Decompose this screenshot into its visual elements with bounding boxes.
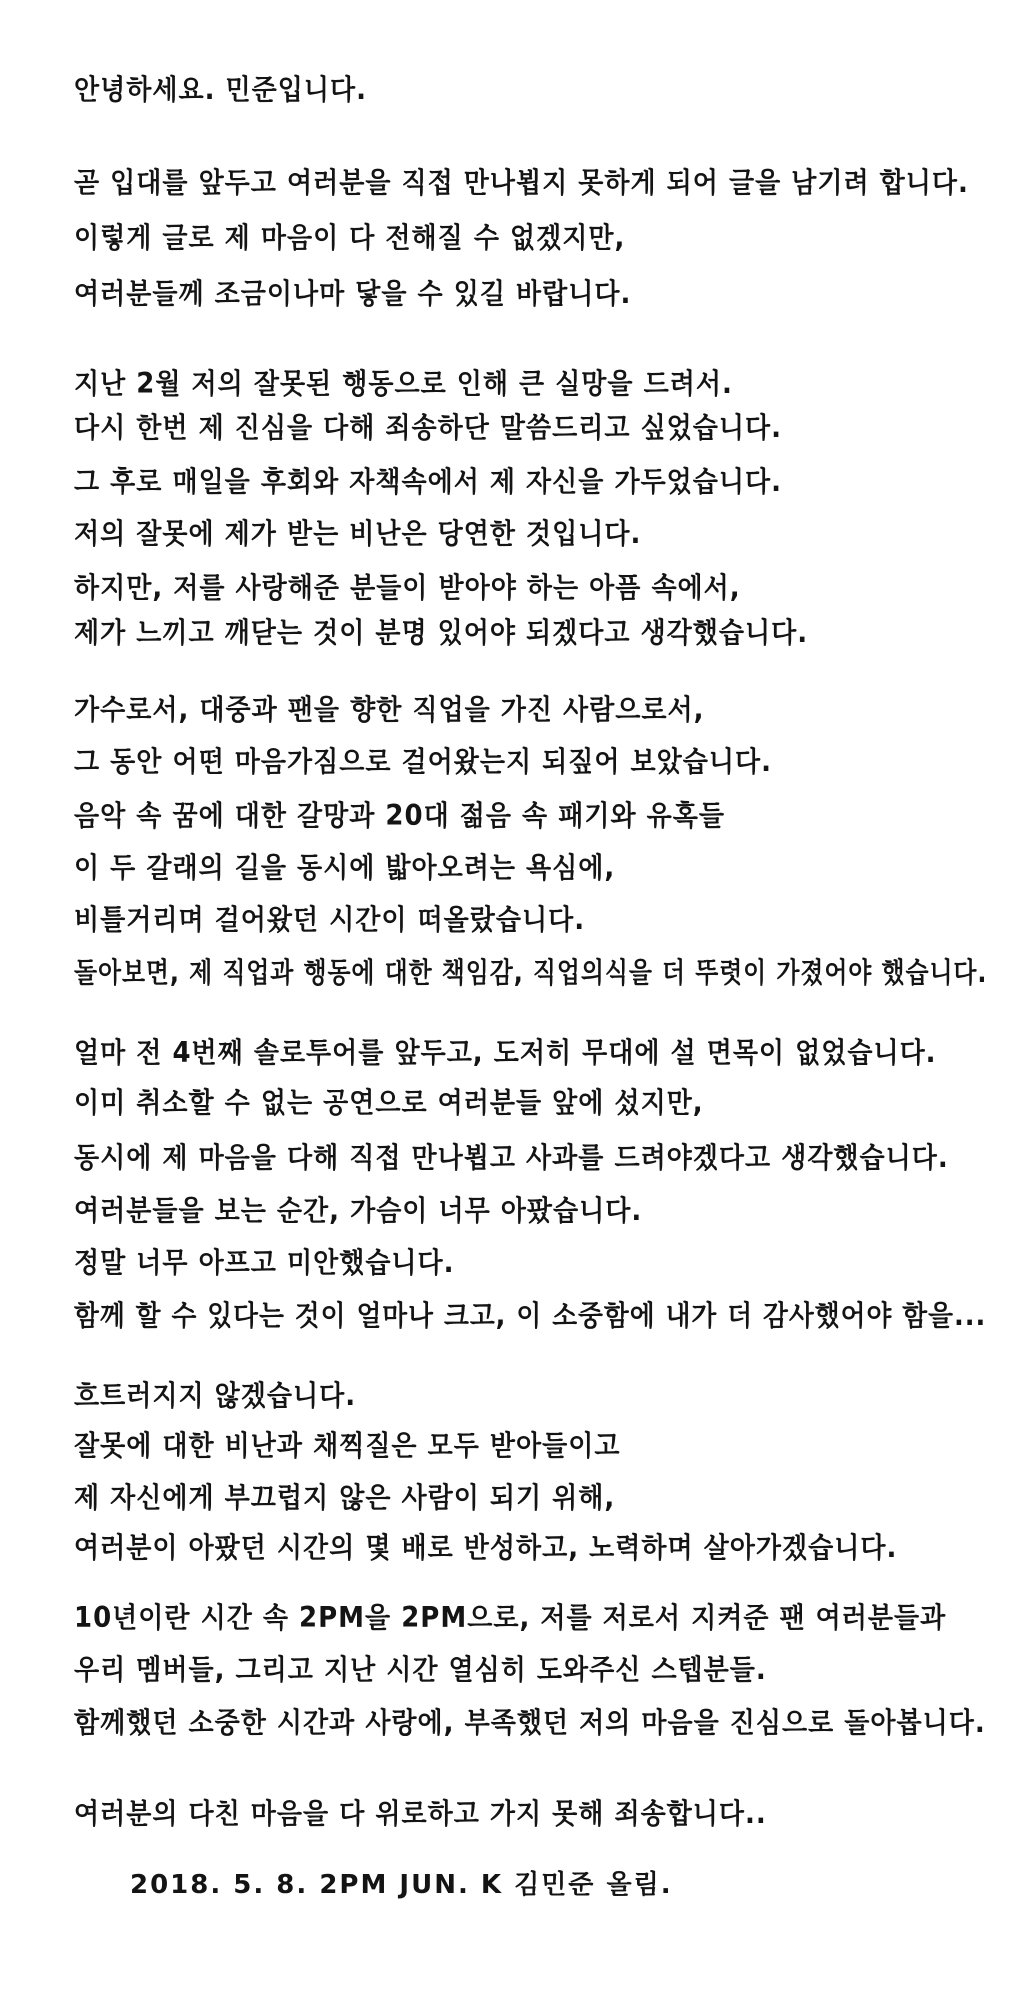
signature: 2018. 5. 8. 2PM JUN. K 김민준 올림. (130, 1870, 673, 1900)
letter-line: 하지만, 저를 사랑해준 분들이 받아야 하는 아픔 속에서, (74, 572, 741, 605)
letter-line: 흐트러지지 않겠습니다. (74, 1380, 357, 1413)
letter-line: 함께했던 소중한 시간과 사랑에, 부족했던 저의 마음을 진심으로 돌아봅니다. (74, 1707, 986, 1740)
letter-line: 잘못에 대한 비난과 채찍질은 모두 받아들이고 (74, 1430, 621, 1463)
letter-line: 저의 잘못에 제가 받는 비난은 당연한 것입니다. (74, 518, 642, 551)
letter-line: 다시 한번 제 진심을 다해 죄송하단 말씀드리고 싶었습니다. (74, 412, 783, 445)
letter-line: 이 두 갈래의 길을 동시에 밟아오려는 욕심에, (74, 852, 616, 885)
letter-line: 제 자신에게 부끄럽지 않은 사람이 되기 위해, (74, 1482, 616, 1515)
letter-line: 제가 느끼고 깨닫는 것이 분명 있어야 되겠다고 생각했습니다. (74, 617, 809, 650)
letter-line: 여러분의 다친 마음을 다 위로하고 가지 못해 죄송합니다.. (74, 1798, 767, 1831)
letter-line: 가수로서, 대중과 팬을 향한 직업을 가진 사람으로서, (74, 694, 705, 727)
letter-line: 비틀거리며 걸어왔던 시간이 떠올랐습니다. (74, 904, 586, 937)
letter-line: 여러분이 아팠던 시간의 몇 배로 반성하고, 노력하며 살아가겠습니다. (74, 1532, 898, 1565)
letter-line: 우리 멤버들, 그리고 지난 시간 열심히 도와주신 스텝분들. (74, 1654, 767, 1687)
letter-line: 여러분들을 보는 순간, 가슴이 너무 아팠습니다. (74, 1195, 643, 1228)
letter-line: 그 후로 매일을 후회와 자책속에서 제 자신을 가두었습니다. (74, 466, 783, 499)
letter-line: 동시에 제 마음을 다해 직접 만나뵙고 사과를 드려야겠다고 생각했습니다. (74, 1142, 949, 1175)
letter-line: 안녕하세요. 민준입니다. (74, 74, 367, 107)
letter-line: 함께 할 수 있다는 것이 얼마나 크고, 이 소중함에 내가 더 감사했어야 함을... (74, 1300, 987, 1333)
letter-line: 그 동안 어떤 마음가짐으로 걸어왔는지 되짚어 보았습니다. (74, 746, 772, 779)
letter-line: 정말 너무 아프고 미안했습니다. (74, 1247, 455, 1280)
letter-line: 이미 취소할 수 없는 공연으로 여러분들 앞에 섰지만, (74, 1087, 704, 1120)
letter-line: 지난 2월 저의 잘못된 행동으로 인해 큰 실망을 드려서. (74, 368, 733, 401)
letter-line: 돌아보면, 제 직업과 행동에 대한 책임감, 직업의식을 더 뚜렷이 가졌어야 했습니다. (74, 957, 988, 990)
letter-line: 여러분들께 조금이나마 닿을 수 있길 바랍니다. (74, 278, 632, 311)
letter-line: 이렇게 글로 제 마음이 다 전해질 수 없겠지만, (74, 222, 626, 255)
letter-line: 얼마 전 4번째 솔로투어를 앞두고, 도저히 무대에 설 면목이 없었습니다. (74, 1037, 937, 1070)
letter-line: 10년이란 시간 속 2PM을 2PM으로, 저를 저로서 지켜준 팬 여러분들과 (74, 1602, 947, 1635)
letter-line: 곧 입대를 앞두고 여러분을 직접 만나뵙지 못하게 되어 글을 남기려 합니다. (74, 167, 969, 200)
letter-line: 음악 속 꿈에 대한 갈망과 20대 젊음 속 패기와 유혹들 (74, 800, 725, 833)
